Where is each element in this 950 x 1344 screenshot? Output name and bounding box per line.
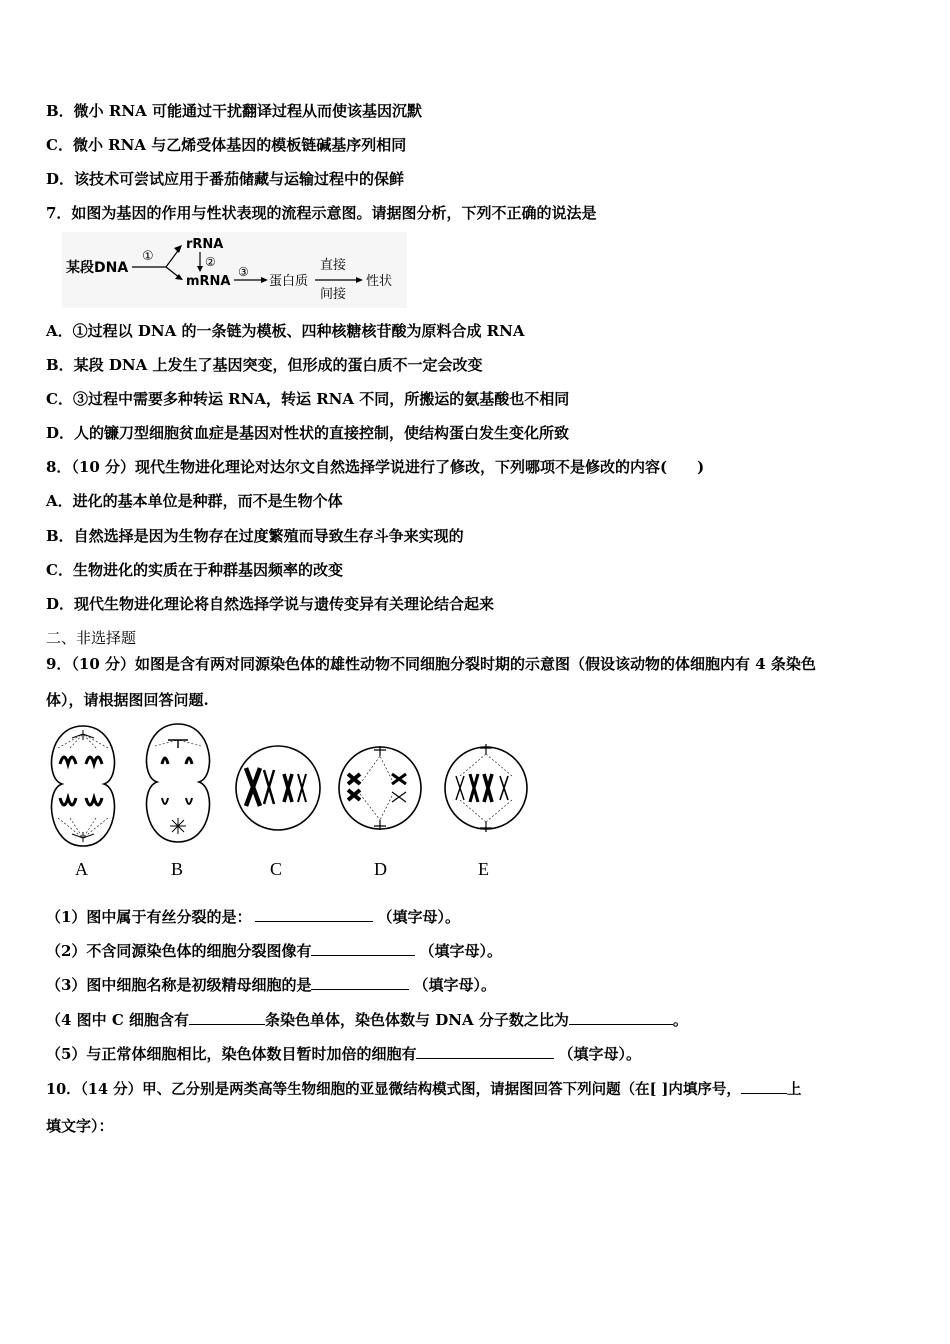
- mrna-label: mRNA: [186, 274, 231, 289]
- q9-sub2-hint: （填字母）。: [419, 942, 502, 960]
- cell-label-b: B: [171, 859, 184, 879]
- cell-e: [445, 744, 527, 832]
- q9-sub1-blank[interactable]: [255, 907, 373, 922]
- q9-sub3: [46, 975, 496, 995]
- q9-sub4-text: （4 图中 C 细胞含有: [46, 1011, 190, 1029]
- q9-sub2-blank[interactable]: [311, 941, 415, 956]
- q9-sub3-text: （3）图中细胞名称是初级精母细胞的是: [46, 976, 312, 994]
- step2-label: ②: [205, 255, 216, 269]
- q9-sub1-text: （1）图中属于有丝分裂的是：: [46, 908, 252, 926]
- cell-division-figures: [40, 718, 540, 858]
- cell-d: [339, 746, 421, 830]
- cell-label-e: E: [478, 859, 489, 879]
- section-title: 二、非选择题: [46, 629, 137, 647]
- q8-option-b: B．自然选择是因为生物存在过度繁殖而导致生存斗争来实现的: [46, 527, 464, 545]
- q7-option-b: B．某段 DNA 上发生了基因突变，但形成的蛋白质不一定会改变: [46, 356, 483, 374]
- q8-stem: 8．（10 分）现代生物进化理论对达尔文自然选择学说进行了修改，下列哪项不是修改的内容( ): [46, 458, 705, 476]
- rrna-label: rRNA: [186, 237, 224, 252]
- q6-option-d: D．该技术可尝试应用于番茄储藏与运输过程中的保鲜: [46, 170, 405, 188]
- protein-label: 蛋白质: [269, 274, 309, 289]
- q10-stem-line2: 填文字）：: [46, 1117, 114, 1135]
- q9-sub5-hint: （填字母）。: [558, 1045, 641, 1063]
- q10-blank[interactable]: [741, 1079, 787, 1094]
- q9-sub4-end: 。: [672, 1011, 688, 1029]
- q9-sub3-hint: （填字母）。: [413, 976, 496, 994]
- q9-sub1-hint: （填字母）。: [377, 908, 460, 926]
- q7-stem: 7．如图为基因的作用与性状表现的流程示意图。请据图分析，下列不正确的说法是: [46, 204, 597, 222]
- q10-stem-text: 10．（14 分）甲、乙分别是两类高等生物细胞的亚显微结构模式图，请据图回答下列问题（在[ ]内填序号，: [46, 1081, 741, 1098]
- dna-label: 某段DNA: [66, 260, 129, 276]
- q9-stem-line1: 9．（10 分）如图是含有两对同源染色体的雄性动物不同细胞分裂时期的示意图（假设该动物的体细胞内有 4 条染色: [46, 655, 816, 673]
- trait-label: 性状: [366, 274, 393, 289]
- gene-expression-flow-diagram: [62, 232, 407, 308]
- q10-stem-line1: [46, 1079, 801, 1100]
- direct-label: 直接: [320, 258, 347, 273]
- cell-label-c: C: [270, 859, 283, 879]
- q9-stem-line2: 体），请根据图回答问题.: [46, 691, 209, 709]
- q9-sub3-blank[interactable]: [311, 975, 409, 990]
- q9-sub5-text: （5）与正常体细胞相比，染色体数目暂时加倍的细胞有: [46, 1045, 417, 1063]
- q6-option-b: B．微小 RNA 可能通过干扰翻译过程从而使该基因沉默: [46, 102, 422, 120]
- q10-stem-end: 上: [786, 1081, 802, 1098]
- step1-label: ①: [142, 249, 154, 264]
- q8-option-d: D．现代生物进化理论将自然选择学说与遗传变异有关理论结合起来: [46, 595, 495, 613]
- q9-sub5-blank[interactable]: [416, 1044, 554, 1059]
- q7-option-d: D．人的镰刀型细胞贫血症是基因对性状的直接控制，使结构蛋白发生变化所致: [46, 424, 570, 442]
- q9-sub2: [46, 941, 502, 961]
- q9-sub4-blank-2[interactable]: [569, 1010, 673, 1025]
- q9-sub5: [46, 1044, 641, 1064]
- cell-c: [236, 746, 320, 830]
- q8-option-c: C．生物进化的实质在于种群基因频率的改变: [46, 561, 343, 579]
- q9-sub1: [46, 907, 460, 927]
- q7-option-c: C．③过程中需要多种转运 RNA，转运 RNA 不同，所搬运的氨基酸也不相同: [46, 390, 570, 408]
- indirect-label: 间接: [320, 287, 347, 302]
- q9-sub4-mid: 条染色单体，染色体数与 DNA 分子数之比为: [265, 1011, 569, 1029]
- cell-label-a: A: [75, 859, 88, 879]
- cell-label-d: D: [374, 859, 387, 879]
- q6-option-c: C．微小 RNA 与乙烯受体基因的模板链碱基序列相同: [46, 136, 407, 154]
- q7-option-a: A．①过程以 DNA 的一条链为模板、四种核糖核苷酸为原料合成 RNA: [46, 322, 525, 340]
- step3-label: ③: [238, 265, 249, 279]
- q9-sub2-text: （2）不含同源染色体的细胞分裂图像有: [46, 942, 312, 960]
- cell-b: [147, 724, 210, 842]
- cell-a: [52, 726, 115, 846]
- q9-sub4-blank-1[interactable]: [189, 1010, 265, 1025]
- q8-option-a: A．进化的基本单位是种群，而不是生物个体: [46, 492, 343, 510]
- q9-sub4: [46, 1010, 688, 1030]
